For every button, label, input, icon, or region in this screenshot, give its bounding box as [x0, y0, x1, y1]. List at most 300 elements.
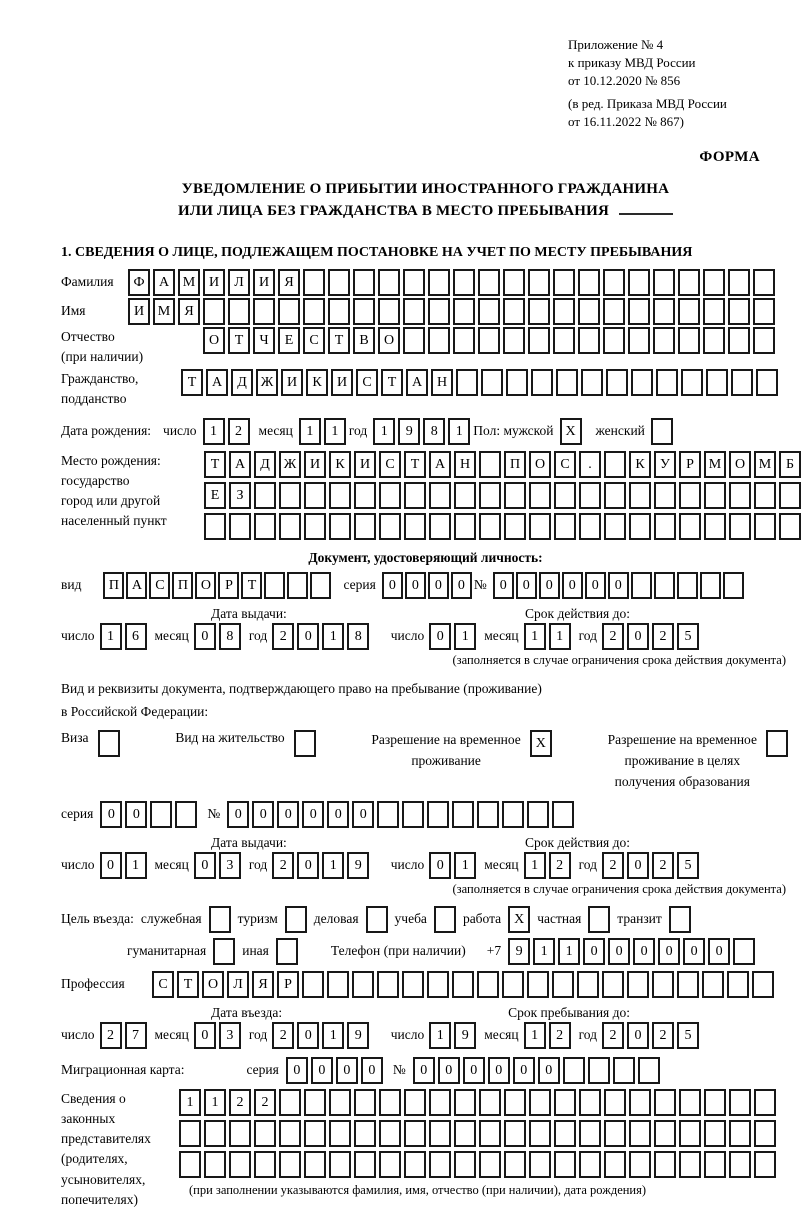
char-cell[interactable] — [654, 513, 676, 540]
char-cell[interactable]: Л — [227, 971, 249, 998]
char-cell[interactable] — [579, 482, 601, 509]
char-cell[interactable]: 0 — [583, 938, 605, 965]
char-cell[interactable]: В — [353, 327, 375, 354]
char-cell[interactable]: О — [202, 971, 224, 998]
id-doc-number-cells[interactable] — [493, 572, 746, 599]
char-cell[interactable] — [529, 513, 551, 540]
patronymic-cells[interactable] — [203, 327, 778, 354]
char-cell[interactable]: 2 — [272, 623, 294, 650]
char-cell[interactable]: 0 — [125, 801, 147, 828]
char-cell[interactable]: 1 — [299, 418, 321, 445]
char-cell[interactable]: О — [378, 327, 400, 354]
char-cell[interactable] — [654, 1151, 676, 1178]
char-cell[interactable] — [753, 327, 775, 354]
char-cell[interactable] — [604, 513, 626, 540]
char-cell[interactable] — [304, 482, 326, 509]
char-cell[interactable] — [733, 938, 755, 965]
char-cell[interactable]: Ж — [256, 369, 278, 396]
char-cell[interactable]: 2 — [272, 1022, 294, 1049]
char-cell[interactable] — [754, 1089, 776, 1116]
purpose-humanitarian-checkbox[interactable] — [213, 938, 235, 965]
char-cell[interactable] — [278, 298, 300, 325]
id-doc-series-cells[interactable] — [382, 572, 474, 599]
char-cell[interactable]: 1 — [179, 1089, 201, 1116]
char-cell[interactable]: Ж — [279, 451, 301, 478]
char-cell[interactable]: 0 — [516, 572, 537, 599]
char-cell[interactable] — [279, 513, 301, 540]
char-cell[interactable] — [554, 1151, 576, 1178]
char-cell[interactable] — [579, 513, 601, 540]
char-cell[interactable] — [204, 513, 226, 540]
surname-cells[interactable] — [128, 269, 778, 296]
migration-series-cells[interactable] — [286, 1057, 386, 1084]
char-cell[interactable]: 0 — [327, 801, 349, 828]
char-cell[interactable]: 1 — [100, 623, 122, 650]
gender-male-checkbox[interactable]: X — [560, 418, 582, 445]
char-cell[interactable]: 0 — [413, 1057, 435, 1084]
char-cell[interactable]: 2 — [272, 852, 294, 879]
char-cell[interactable] — [528, 298, 550, 325]
birthplace-row1-cells[interactable] — [204, 451, 804, 478]
char-cell[interactable] — [354, 1089, 376, 1116]
char-cell[interactable]: С — [149, 572, 170, 599]
char-cell[interactable]: Е — [278, 327, 300, 354]
char-cell[interactable]: 8 — [347, 623, 369, 650]
char-cell[interactable] — [229, 1120, 251, 1147]
char-cell[interactable]: 7 — [125, 1022, 147, 1049]
char-cell[interactable] — [379, 513, 401, 540]
purpose-private-checkbox[interactable] — [588, 906, 610, 933]
char-cell[interactable] — [429, 1120, 451, 1147]
char-cell[interactable] — [629, 482, 651, 509]
char-cell[interactable] — [729, 513, 751, 540]
char-cell[interactable]: 0 — [382, 572, 403, 599]
char-cell[interactable] — [477, 801, 499, 828]
char-cell[interactable]: Т — [404, 451, 426, 478]
residence-permit-checkbox[interactable] — [294, 730, 316, 757]
char-cell[interactable] — [329, 513, 351, 540]
char-cell[interactable] — [353, 269, 375, 296]
birthplace-row2-cells[interactable] — [204, 482, 804, 509]
char-cell[interactable]: Я — [278, 269, 300, 296]
char-cell[interactable] — [653, 269, 675, 296]
char-cell[interactable] — [477, 971, 499, 998]
char-cell[interactable]: 1 — [533, 938, 555, 965]
char-cell[interactable] — [703, 298, 725, 325]
char-cell[interactable] — [679, 1120, 701, 1147]
char-cell[interactable]: И — [203, 269, 225, 296]
char-cell[interactable] — [729, 482, 751, 509]
char-cell[interactable]: 1 — [322, 1022, 344, 1049]
id-issue-day-cells[interactable] — [100, 623, 150, 650]
char-cell[interactable] — [203, 298, 225, 325]
char-cell[interactable] — [703, 327, 725, 354]
char-cell[interactable]: 0 — [438, 1057, 460, 1084]
char-cell[interactable] — [354, 1120, 376, 1147]
char-cell[interactable] — [677, 572, 698, 599]
char-cell[interactable]: 1 — [448, 418, 470, 445]
char-cell[interactable]: 0 — [488, 1057, 510, 1084]
char-cell[interactable]: 9 — [398, 418, 420, 445]
char-cell[interactable]: 2 — [254, 1089, 276, 1116]
char-cell[interactable] — [654, 1120, 676, 1147]
char-cell[interactable] — [404, 1151, 426, 1178]
char-cell[interactable]: А — [229, 451, 251, 478]
char-cell[interactable] — [403, 327, 425, 354]
char-cell[interactable] — [556, 369, 578, 396]
char-cell[interactable] — [629, 1120, 651, 1147]
char-cell[interactable]: 0 — [361, 1057, 383, 1084]
char-cell[interactable] — [479, 1120, 501, 1147]
char-cell[interactable] — [679, 1151, 701, 1178]
char-cell[interactable] — [504, 1120, 526, 1147]
char-cell[interactable]: 0 — [297, 1022, 319, 1049]
char-cell[interactable]: 0 — [100, 852, 122, 879]
char-cell[interactable] — [354, 513, 376, 540]
char-cell[interactable]: 2 — [652, 1022, 674, 1049]
char-cell[interactable]: 3 — [219, 1022, 241, 1049]
char-cell[interactable] — [503, 298, 525, 325]
char-cell[interactable] — [728, 298, 750, 325]
char-cell[interactable]: 0 — [539, 572, 560, 599]
char-cell[interactable]: А — [153, 269, 175, 296]
char-cell[interactable]: 0 — [513, 1057, 535, 1084]
char-cell[interactable] — [264, 572, 285, 599]
char-cell[interactable] — [579, 1120, 601, 1147]
char-cell[interactable]: 1 — [558, 938, 580, 965]
char-cell[interactable] — [254, 1120, 276, 1147]
char-cell[interactable] — [656, 369, 678, 396]
char-cell[interactable]: А — [429, 451, 451, 478]
stay-year-cells[interactable] — [602, 1022, 702, 1049]
permit-expiry-year-cells[interactable] — [602, 852, 702, 879]
purpose-other-checkbox[interactable] — [276, 938, 298, 965]
char-cell[interactable]: М — [178, 269, 200, 296]
char-cell[interactable] — [654, 572, 675, 599]
char-cell[interactable] — [779, 513, 801, 540]
char-cell[interactable] — [754, 1120, 776, 1147]
char-cell[interactable]: 8 — [423, 418, 445, 445]
char-cell[interactable] — [253, 298, 275, 325]
char-cell[interactable]: 0 — [336, 1057, 358, 1084]
char-cell[interactable] — [254, 482, 276, 509]
char-cell[interactable]: 0 — [627, 623, 649, 650]
char-cell[interactable]: 0 — [429, 852, 451, 879]
char-cell[interactable] — [679, 1089, 701, 1116]
char-cell[interactable] — [629, 1089, 651, 1116]
char-cell[interactable] — [604, 1151, 626, 1178]
entry-month-cells[interactable] — [194, 1022, 244, 1049]
char-cell[interactable] — [654, 1089, 676, 1116]
char-cell[interactable] — [703, 269, 725, 296]
char-cell[interactable]: 0 — [227, 801, 249, 828]
char-cell[interactable]: 0 — [297, 623, 319, 650]
char-cell[interactable] — [279, 1120, 301, 1147]
char-cell[interactable] — [631, 572, 652, 599]
char-cell[interactable] — [479, 451, 501, 478]
permit-series-cells[interactable] — [100, 801, 200, 828]
char-cell[interactable] — [304, 1151, 326, 1178]
entry-day-cells[interactable] — [100, 1022, 150, 1049]
char-cell[interactable]: М — [153, 298, 175, 325]
char-cell[interactable]: 0 — [277, 801, 299, 828]
representatives-row1-cells[interactable] — [179, 1089, 779, 1116]
birth-month-cells[interactable] — [299, 418, 349, 445]
char-cell[interactable] — [579, 1151, 601, 1178]
char-cell[interactable]: Е — [204, 482, 226, 509]
char-cell[interactable]: Ф — [128, 269, 150, 296]
char-cell[interactable]: А — [126, 572, 147, 599]
char-cell[interactable] — [454, 513, 476, 540]
char-cell[interactable] — [638, 1057, 660, 1084]
char-cell[interactable] — [628, 298, 650, 325]
char-cell[interactable] — [552, 971, 574, 998]
char-cell[interactable] — [402, 971, 424, 998]
char-cell[interactable] — [279, 482, 301, 509]
purpose-official-checkbox[interactable] — [209, 906, 231, 933]
char-cell[interactable] — [503, 327, 525, 354]
char-cell[interactable]: С — [152, 971, 174, 998]
char-cell[interactable] — [506, 369, 528, 396]
purpose-tourism-checkbox[interactable] — [285, 906, 307, 933]
char-cell[interactable]: 5 — [677, 852, 699, 879]
char-cell[interactable] — [754, 1151, 776, 1178]
char-cell[interactable] — [603, 269, 625, 296]
char-cell[interactable] — [429, 482, 451, 509]
char-cell[interactable] — [254, 513, 276, 540]
char-cell[interactable] — [378, 298, 400, 325]
char-cell[interactable] — [678, 327, 700, 354]
char-cell[interactable] — [700, 572, 721, 599]
char-cell[interactable] — [428, 298, 450, 325]
char-cell[interactable] — [604, 1120, 626, 1147]
char-cell[interactable] — [478, 327, 500, 354]
birth-day-cells[interactable] — [203, 418, 253, 445]
char-cell[interactable] — [704, 482, 726, 509]
char-cell[interactable]: 6 — [125, 623, 147, 650]
char-cell[interactable] — [404, 482, 426, 509]
char-cell[interactable]: 0 — [252, 801, 274, 828]
permit-number-cells[interactable] — [227, 801, 577, 828]
char-cell[interactable]: У — [654, 451, 676, 478]
char-cell[interactable]: 0 — [194, 1022, 216, 1049]
char-cell[interactable] — [628, 269, 650, 296]
char-cell[interactable] — [404, 1120, 426, 1147]
char-cell[interactable]: 1 — [322, 852, 344, 879]
char-cell[interactable]: 9 — [347, 852, 369, 879]
char-cell[interactable]: 0 — [286, 1057, 308, 1084]
char-cell[interactable] — [728, 327, 750, 354]
char-cell[interactable] — [529, 1120, 551, 1147]
char-cell[interactable]: 2 — [549, 1022, 571, 1049]
char-cell[interactable] — [179, 1151, 201, 1178]
char-cell[interactable] — [328, 298, 350, 325]
char-cell[interactable]: 0 — [428, 572, 449, 599]
char-cell[interactable] — [352, 971, 374, 998]
char-cell[interactable]: 2 — [602, 623, 624, 650]
char-cell[interactable] — [552, 801, 574, 828]
purpose-transit-checkbox[interactable] — [669, 906, 691, 933]
char-cell[interactable] — [563, 1057, 585, 1084]
given-name-cells[interactable] — [128, 298, 778, 325]
char-cell[interactable] — [503, 269, 525, 296]
char-cell[interactable]: Т — [228, 327, 250, 354]
char-cell[interactable]: Т — [241, 572, 262, 599]
char-cell[interactable] — [254, 1151, 276, 1178]
char-cell[interactable]: 2 — [652, 623, 674, 650]
id-doc-kind-cells[interactable] — [103, 572, 333, 599]
char-cell[interactable] — [753, 298, 775, 325]
char-cell[interactable]: Н — [454, 451, 476, 478]
char-cell[interactable]: 1 — [524, 623, 546, 650]
char-cell[interactable]: 1 — [373, 418, 395, 445]
char-cell[interactable]: П — [172, 572, 193, 599]
char-cell[interactable] — [354, 1151, 376, 1178]
char-cell[interactable]: 0 — [493, 572, 514, 599]
char-cell[interactable] — [603, 298, 625, 325]
char-cell[interactable] — [454, 482, 476, 509]
char-cell[interactable]: 0 — [538, 1057, 560, 1084]
char-cell[interactable] — [581, 369, 603, 396]
char-cell[interactable] — [229, 1151, 251, 1178]
char-cell[interactable] — [678, 298, 700, 325]
char-cell[interactable] — [631, 369, 653, 396]
char-cell[interactable] — [554, 482, 576, 509]
stay-month-cells[interactable] — [524, 1022, 574, 1049]
char-cell[interactable]: 0 — [708, 938, 730, 965]
char-cell[interactable] — [554, 513, 576, 540]
char-cell[interactable]: А — [206, 369, 228, 396]
visa-checkbox[interactable] — [98, 730, 120, 757]
char-cell[interactable] — [502, 801, 524, 828]
char-cell[interactable]: И — [281, 369, 303, 396]
char-cell[interactable] — [579, 1089, 601, 1116]
char-cell[interactable] — [527, 971, 549, 998]
purpose-business-checkbox[interactable] — [366, 906, 388, 933]
char-cell[interactable]: П — [504, 451, 526, 478]
char-cell[interactable]: 0 — [302, 801, 324, 828]
char-cell[interactable] — [379, 1151, 401, 1178]
char-cell[interactable] — [204, 1120, 226, 1147]
char-cell[interactable] — [578, 298, 600, 325]
char-cell[interactable] — [453, 327, 475, 354]
char-cell[interactable] — [729, 1151, 751, 1178]
char-cell[interactable]: 1 — [524, 852, 546, 879]
char-cell[interactable] — [588, 1057, 610, 1084]
char-cell[interactable]: 0 — [608, 572, 629, 599]
char-cell[interactable] — [303, 298, 325, 325]
char-cell[interactable] — [704, 1120, 726, 1147]
char-cell[interactable] — [504, 482, 526, 509]
id-issue-month-cells[interactable] — [194, 623, 244, 650]
permit-issue-day-cells[interactable] — [100, 852, 150, 879]
char-cell[interactable] — [704, 1089, 726, 1116]
char-cell[interactable] — [577, 971, 599, 998]
char-cell[interactable]: 1 — [524, 1022, 546, 1049]
permit-issue-month-cells[interactable] — [194, 852, 244, 879]
char-cell[interactable] — [150, 801, 172, 828]
char-cell[interactable] — [204, 1151, 226, 1178]
char-cell[interactable]: О — [529, 451, 551, 478]
char-cell[interactable] — [427, 801, 449, 828]
char-cell[interactable]: Я — [252, 971, 274, 998]
temp-residence-education-checkbox[interactable] — [766, 730, 788, 757]
char-cell[interactable] — [378, 269, 400, 296]
char-cell[interactable] — [528, 327, 550, 354]
char-cell[interactable]: М — [704, 451, 726, 478]
char-cell[interactable] — [481, 369, 503, 396]
char-cell[interactable]: 0 — [405, 572, 426, 599]
char-cell[interactable] — [504, 1151, 526, 1178]
char-cell[interactable] — [679, 513, 701, 540]
id-expiry-day-cells[interactable] — [429, 623, 479, 650]
char-cell[interactable]: 0 — [429, 623, 451, 650]
char-cell[interactable] — [752, 971, 774, 998]
char-cell[interactable]: К — [306, 369, 328, 396]
char-cell[interactable]: С — [554, 451, 576, 478]
char-cell[interactable]: Д — [231, 369, 253, 396]
char-cell[interactable] — [679, 482, 701, 509]
char-cell[interactable]: 0 — [100, 801, 122, 828]
char-cell[interactable] — [553, 298, 575, 325]
temp-residence-checkbox[interactable]: X — [530, 730, 552, 757]
char-cell[interactable] — [502, 971, 524, 998]
char-cell[interactable] — [175, 801, 197, 828]
char-cell[interactable]: Ч — [253, 327, 275, 354]
char-cell[interactable]: 0 — [297, 852, 319, 879]
char-cell[interactable]: Я — [178, 298, 200, 325]
char-cell[interactable] — [756, 369, 778, 396]
char-cell[interactable] — [731, 369, 753, 396]
char-cell[interactable]: К — [629, 451, 651, 478]
char-cell[interactable] — [456, 369, 478, 396]
char-cell[interactable] — [504, 1089, 526, 1116]
birth-year-cells[interactable] — [373, 418, 473, 445]
char-cell[interactable] — [379, 1089, 401, 1116]
char-cell[interactable] — [302, 971, 324, 998]
char-cell[interactable] — [428, 269, 450, 296]
char-cell[interactable] — [604, 482, 626, 509]
char-cell[interactable] — [603, 327, 625, 354]
char-cell[interactable]: 1 — [322, 623, 344, 650]
char-cell[interactable] — [628, 327, 650, 354]
char-cell[interactable] — [754, 482, 776, 509]
char-cell[interactable] — [681, 369, 703, 396]
char-cell[interactable] — [529, 1089, 551, 1116]
char-cell[interactable]: А — [406, 369, 428, 396]
permit-issue-year-cells[interactable] — [272, 852, 372, 879]
migration-number-cells[interactable] — [413, 1057, 663, 1084]
char-cell[interactable] — [179, 1120, 201, 1147]
char-cell[interactable] — [454, 1089, 476, 1116]
char-cell[interactable] — [531, 369, 553, 396]
char-cell[interactable] — [428, 327, 450, 354]
char-cell[interactable]: О — [195, 572, 216, 599]
char-cell[interactable]: 0 — [311, 1057, 333, 1084]
char-cell[interactable] — [453, 269, 475, 296]
char-cell[interactable]: 1 — [125, 852, 147, 879]
char-cell[interactable] — [379, 1120, 401, 1147]
char-cell[interactable] — [653, 327, 675, 354]
char-cell[interactable]: 8 — [219, 623, 241, 650]
char-cell[interactable]: 5 — [677, 623, 699, 650]
char-cell[interactable] — [454, 1151, 476, 1178]
char-cell[interactable]: 0 — [352, 801, 374, 828]
char-cell[interactable]: 0 — [585, 572, 606, 599]
char-cell[interactable] — [354, 482, 376, 509]
char-cell[interactable] — [553, 269, 575, 296]
char-cell[interactable]: Р — [277, 971, 299, 998]
